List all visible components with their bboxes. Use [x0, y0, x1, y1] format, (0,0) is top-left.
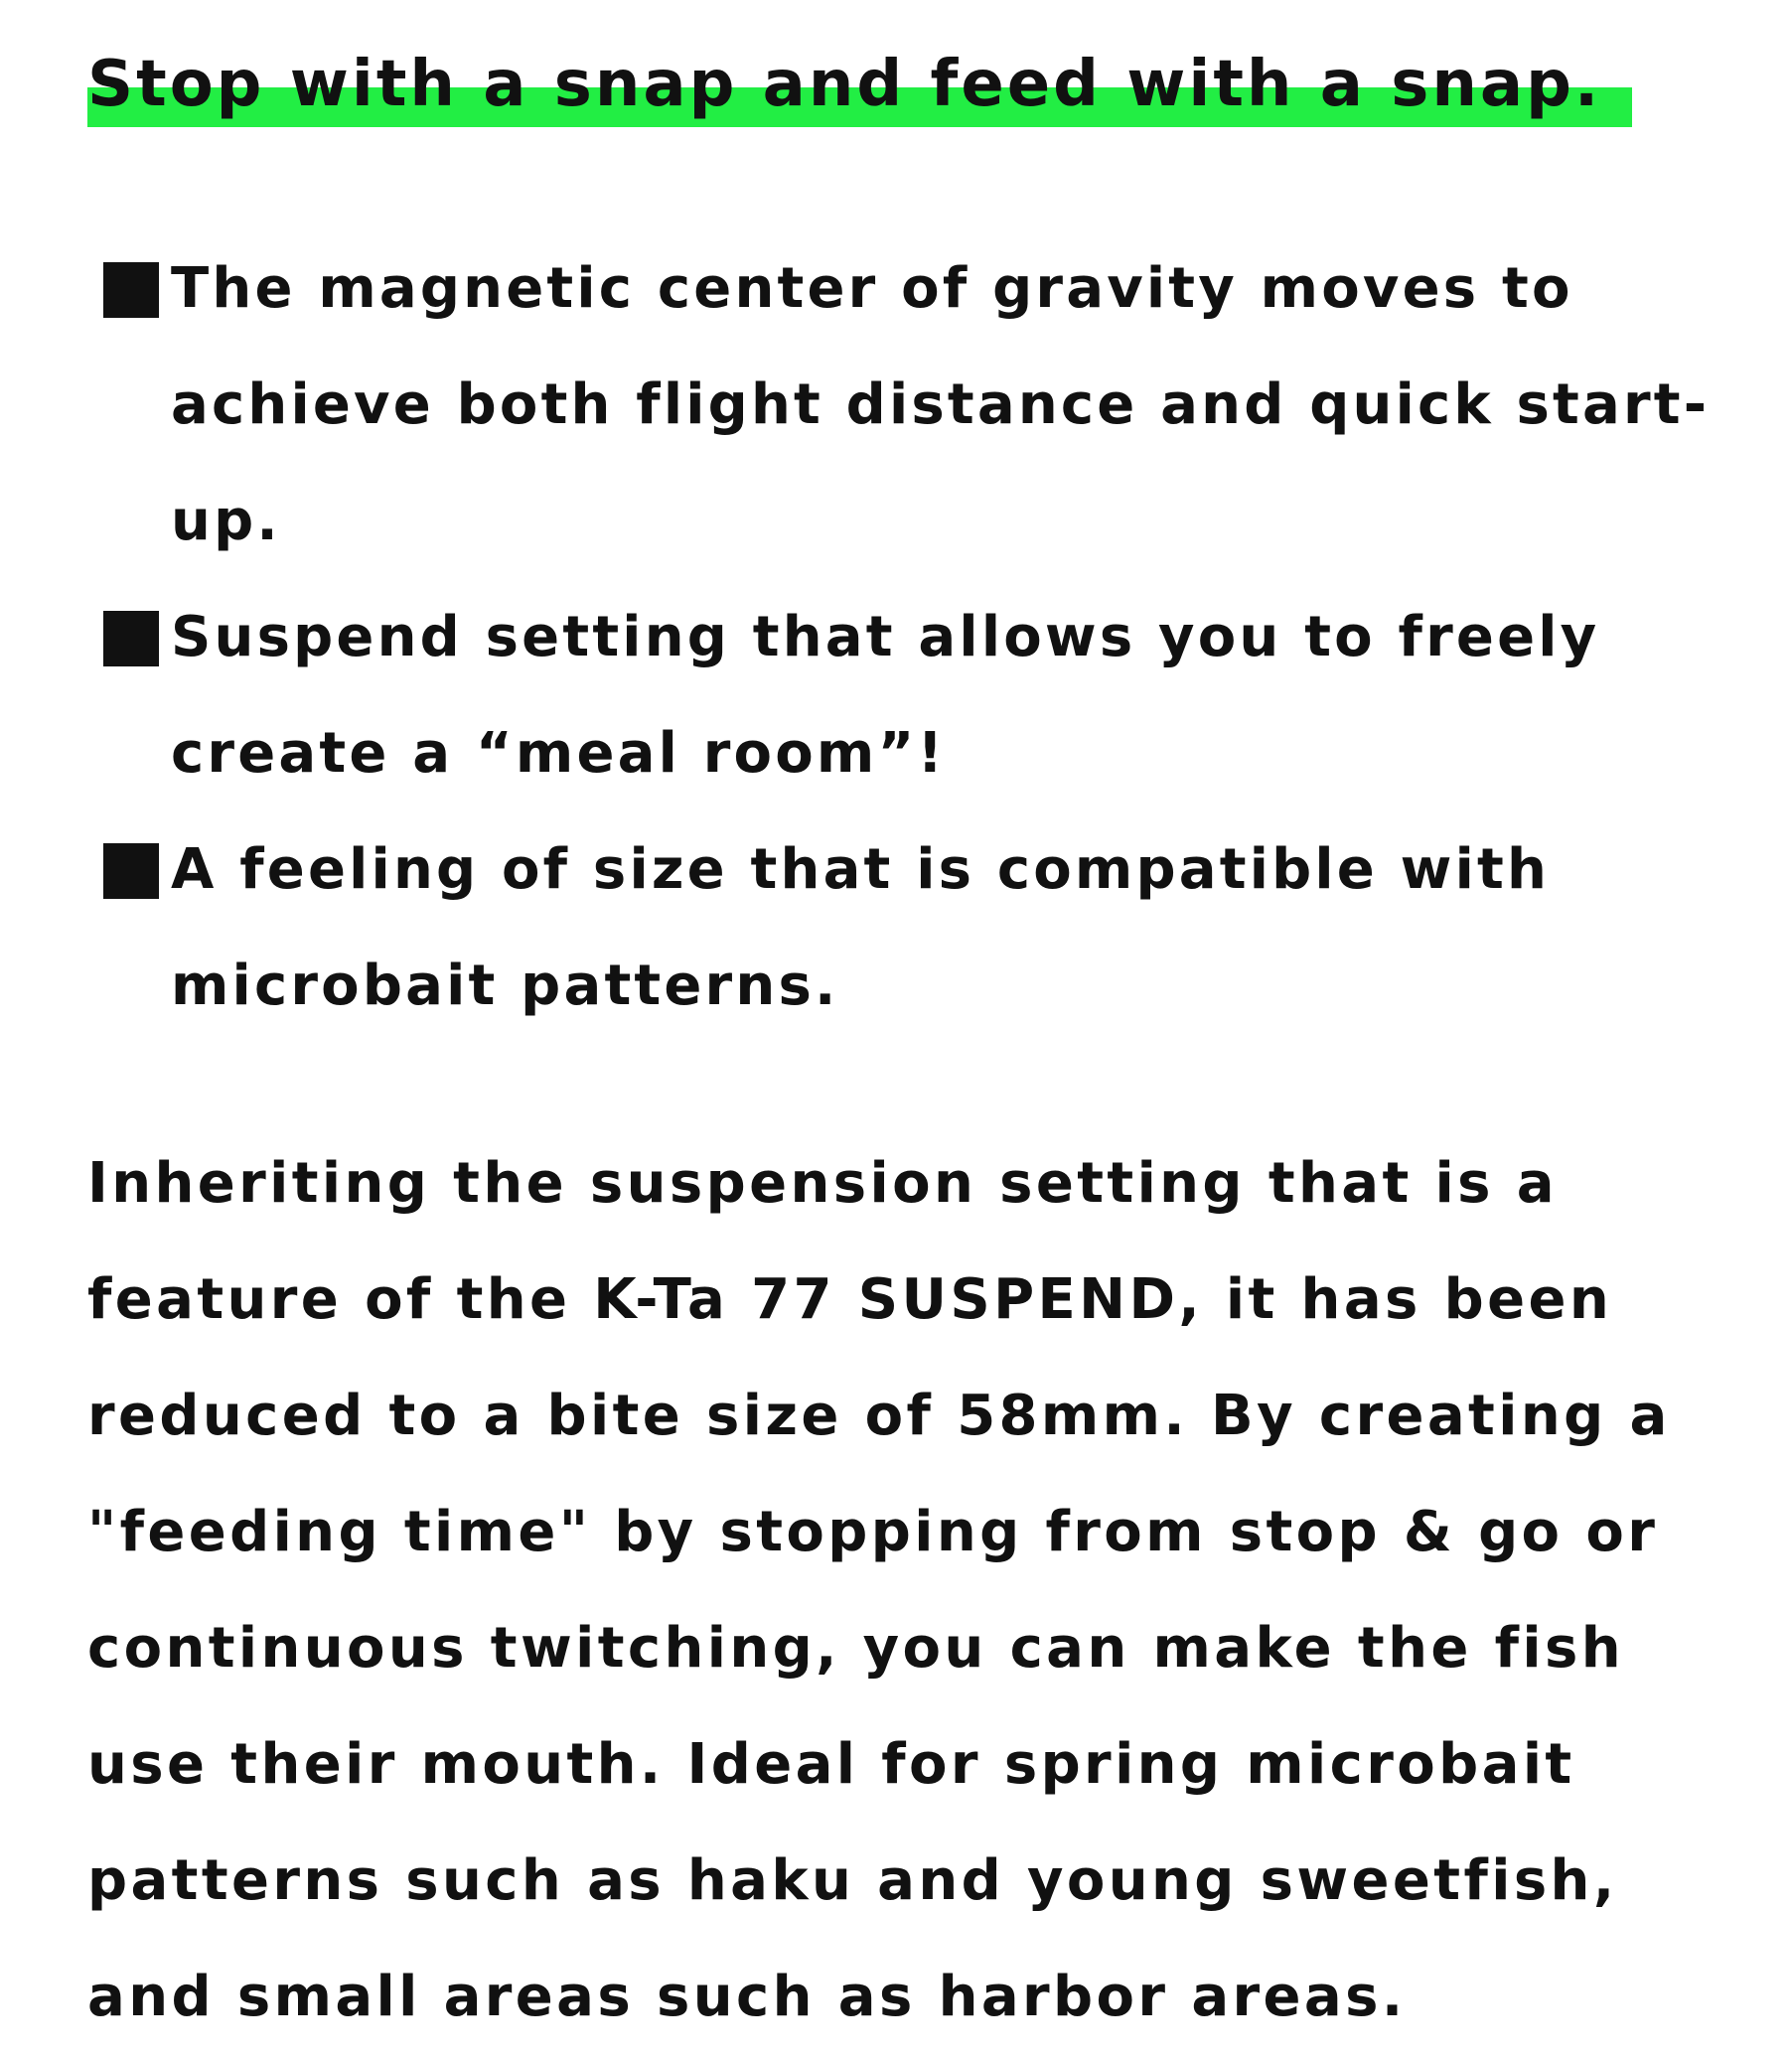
feature-list: [87, 230, 1776, 1044]
description-paragraph: Inheriting the suspension setting that is a feature of the K-Ta 77 SUSPEND, it has been reduced to a bite size of 58mm. By creating a "feeding time" by stopping from stop & go or continuous twitching, you can make the fish use their mouth. Ideal for spring microbait patterns such as haku and young sweetfish, and small areas such as harbor areas.: [87, 1151, 1671, 2029]
product-description: [87, 40, 1776, 2055]
feature-text: The magnetic center of gravity moves to achieve both flight distance and quick start-up.: [171, 256, 1711, 553]
feature-item: [87, 230, 1776, 579]
headline: Stop with a snap and feed with a snap.: [87, 48, 1602, 121]
feature-item: [87, 811, 1776, 1044]
square-bullet-icon: [103, 611, 159, 666]
headline-block: [87, 40, 1601, 135]
square-bullet-icon: [103, 843, 159, 899]
feature-text: Suspend setting that allows you to freely create a “meal room”!: [171, 605, 1600, 786]
square-bullet-icon: [103, 262, 159, 318]
feature-text: A feeling of size that is compatible with microbait patterns.: [171, 837, 1551, 1018]
feature-item: [87, 579, 1776, 811]
